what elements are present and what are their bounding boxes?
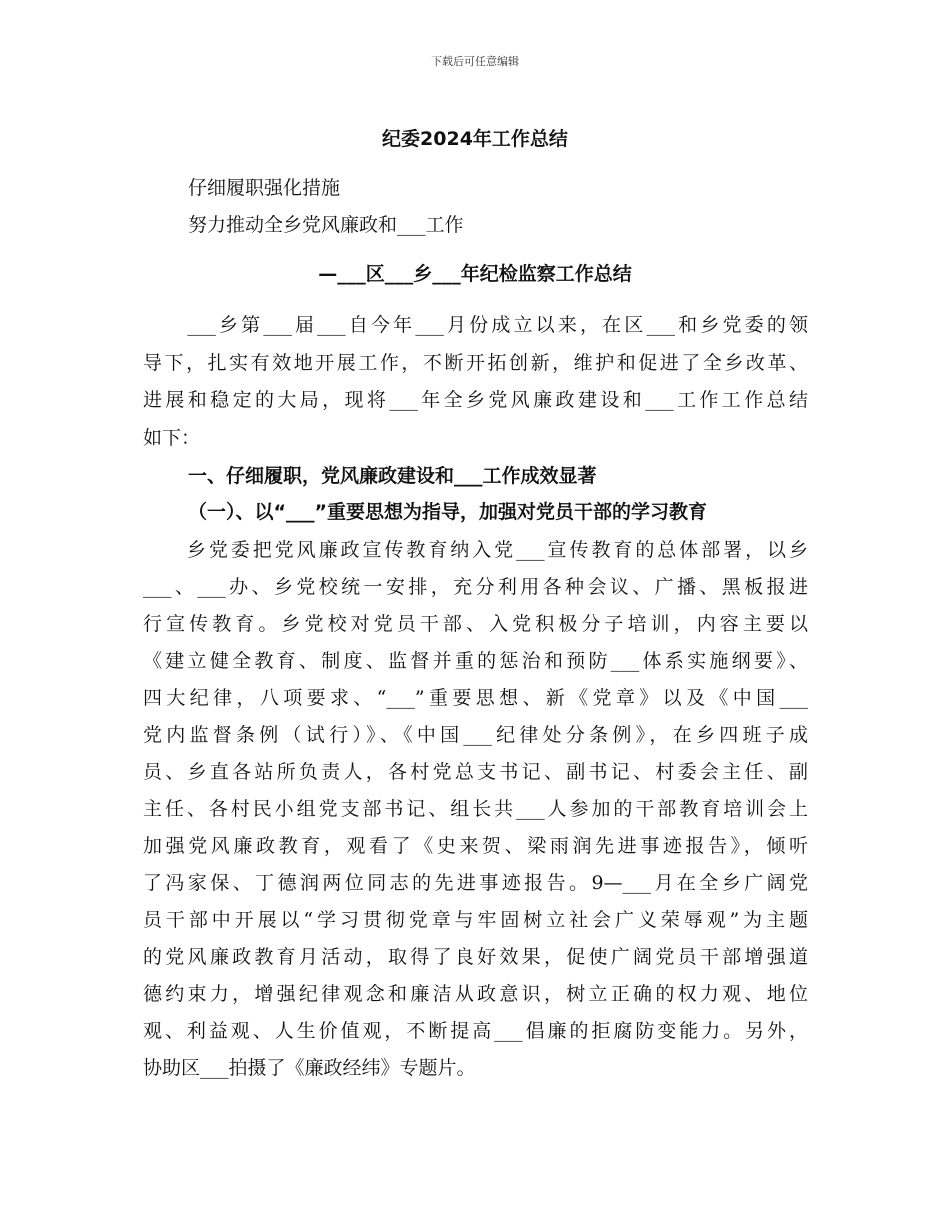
intro-line: 导下，扎实有效地开展工作，不断开拓创新，维护和促进了全乡改革、 <box>143 352 808 374</box>
paragraph-line: 观、利益观、人生价值观，不断提高___倡廉的拒腐防变能力。另外， <box>143 1020 808 1042</box>
paragraph-line: 德约束力，增强纪律观念和廉洁从政意识，树立正确的权力观、地位 <box>143 983 808 1005</box>
subtitle-line-3: —___区___乡___年纪检监察工作总结 <box>318 263 632 285</box>
subtitle-line-2: 努力推动全乡党风廉政和___工作 <box>188 214 464 236</box>
paragraph-line: 员、乡直各站所负责人，各村党总支书记、副书记、村委会主任、副 <box>143 761 808 783</box>
paragraph-line: 协助区___拍摄了《廉政经纬》专题片。 <box>143 1057 476 1079</box>
paragraph-line: 党内监督条例（试行）》、《中国___纪律处分条例》，在乡四班子成 <box>143 724 808 746</box>
section-heading-1: 一、仔细履职，党风廉政建设和___工作成效显著 <box>188 465 597 487</box>
paragraph-line: 四大纪律，八项要求、“___”重要思想、新《党章》以及《中国___ <box>143 687 808 709</box>
paragraph-line: 《建立健全教育、制度、监督并重的惩治和预防___体系实施纲要》、 <box>143 650 808 672</box>
paragraph-line: 了冯家保、丁德润两位同志的先进事迹报告。9—___月在全乡广阔党 <box>143 872 808 894</box>
header-note: 下载后可任意编辑 <box>431 55 519 68</box>
paragraph-line: 主任、各村民小组党支部书记、组长共___人参加的干部教育培训会上 <box>143 798 808 820</box>
intro-line: 进展和稳定的大局，现将___年全乡党风廉政建设和___工作工作总结 <box>143 389 808 411</box>
paragraph-line: 行宣传教育。乡党校对党员干部、入党积极分子培训，内容主要以 <box>143 613 808 635</box>
intro-line: ___乡第___届___自今年___月份成立以来，在区___和乡党委的领 <box>143 314 808 336</box>
document-title: 纪委2024年工作总结 <box>382 128 568 150</box>
paragraph-line: 的党风廉政教育月活动，取得了良好效果，促使广阔党员干部增强道 <box>143 946 808 968</box>
paragraph-line: 乡党委把党风廉政宣传教育纳入党___宣传教育的总体部署，以乡 <box>143 539 808 561</box>
paragraph-line: 员干部中开展以“学习贯彻党章与牢固树立社会广义荣辱观”为主题 <box>143 909 808 931</box>
paragraph-line: ___、___办、乡党校统一安排，充分利用各种会议、广播、黑板报进 <box>143 576 808 598</box>
section-heading-2: （一）、以“___”重要思想为指导，加强对党员干部的学习教育 <box>188 501 707 523</box>
intro-line: 如下： <box>143 427 201 449</box>
paragraph-line: 加强党风廉政教育，观看了《史来贺、梁雨润先进事迹报告》，倾听 <box>143 835 808 857</box>
subtitle-line-1: 仔细履职强化措施 <box>188 177 341 199</box>
